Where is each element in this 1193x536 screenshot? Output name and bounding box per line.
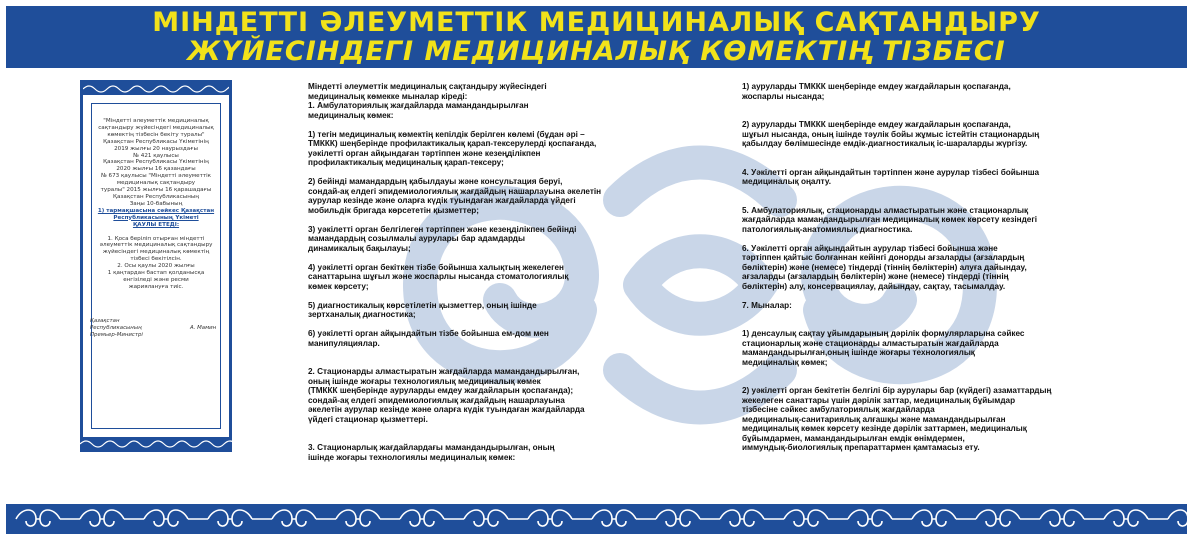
content-line: бұйымдармен, мамандандырылған емдік өнімдермен, <box>742 433 965 443</box>
decree-band-top <box>83 83 229 95</box>
content-line: 2. Стационарды алмастыратын жағдайларда мамандандырылған, <box>308 367 580 376</box>
content-line <box>742 101 1090 111</box>
content-line: ішінде жоғары технологиялы медициналық көмек: <box>308 452 516 462</box>
content-line <box>742 158 1090 168</box>
content-line: шұғыл нысанда, оның ішінде тәулік бойы жұмыс істейтін стационардың <box>742 129 1040 139</box>
content-line <box>742 149 1090 159</box>
content-line <box>308 120 658 130</box>
decree-line: 2020 жылғы 16 қазандағы <box>116 166 196 173</box>
content-line: жағдайларда мамандандырылған медициналық көмек көрсету кезіндегі <box>742 215 1038 224</box>
content-line: 2) уәкілетті орган бекітетін белгілі бір аурулары бар (күйдегі) азаматтардың <box>742 386 1052 395</box>
content-line: санаттарына шұғыл және жоспарлы нысанда стоматологиялық <box>308 272 569 281</box>
decree-line: жариялануға тиіс. <box>128 283 184 290</box>
decree-line: 1. Қоса беріліп отырған міндетті <box>107 235 205 242</box>
content-line <box>308 168 658 178</box>
content-line <box>742 291 1090 301</box>
content-line: үйдегі стационар қызметтері. <box>308 414 428 424</box>
content-line: 6) уәкілетті орган айқындайтын тізбе бойынша ем-дом мен <box>308 329 549 338</box>
content-line: 3) уәкілетті орган белгілеген тәртіппен және кезеңділікпен бейінді <box>308 224 577 234</box>
content-line: қабылдау бөлімшесінде емдік-диагностикалық іс-шараларды жүргізу. <box>742 139 1028 148</box>
content-line: 4. Уәкілетті орган айқындайтын тәртіппен және аурулар тізбесі бойынша <box>742 167 1040 177</box>
content-line <box>742 187 1090 197</box>
content-line: 1) тегін медициналық көмектің кепілдік берілген көлемі (бұдан әрі – <box>308 129 585 139</box>
content-line <box>742 310 1090 320</box>
decree-line: тізбесі бекітілсін. <box>130 256 182 263</box>
content-line: 3. Стационарлық жағдайлардағы мамандандырылған, оның <box>308 443 555 452</box>
content-line: 1. Амбулаториялық жағдайларда мамандандырылған <box>308 101 529 110</box>
decree-line: әлеуметтік медициналық сақтандыру <box>99 242 213 249</box>
content-line <box>308 348 658 358</box>
content-line: бөліктерін) және (немесе) тіндерді (тіннің бөліктерін) алуға дайындау, <box>742 262 1027 272</box>
content-line <box>742 367 1090 377</box>
content-line: 2) бейінді мамандардың қабылдауы және консультация беруі, <box>308 177 563 186</box>
content-line: сондай-ақ елдегі эпидемиологиялық жағдайдың нашарлауына <box>308 395 565 405</box>
content-line: динамикалық бақылауы; <box>308 243 411 253</box>
decree-line: көмектің тізбесін бекіту туралы" <box>107 131 205 138</box>
content-line: мамандардың созылмалы аурулары бар адамдарды <box>308 234 525 243</box>
content-line: медициналық көмек; <box>742 357 828 367</box>
signature-role: Қазақстан <box>90 318 120 324</box>
content-line: 7. Мыналар: <box>742 300 792 310</box>
content-line: медициналық-санитариялық алғашқы және мамандандырылған <box>742 414 1006 424</box>
content-line <box>742 196 1090 206</box>
content-line: медициналық көмек: <box>308 110 394 120</box>
content-line: ТМККК) шеңберінде профилактикалық қарап-тексерулерді қоспағанда, <box>308 139 597 148</box>
content-line <box>308 358 658 368</box>
decree-line: Заңы 10-бабының <box>129 200 183 207</box>
decree-line: Қазақстан Республикасы Үкіметінің <box>103 159 209 166</box>
content-line: иммундық-биологиялық препараттармен қамтамасыз ету. <box>742 443 980 452</box>
decree-band-bottom <box>80 437 232 449</box>
content-line: жекелеген санаттары үшін дәрілік заттар, медициналық бұйымдар <box>742 395 1016 405</box>
signature-role: Премьер-Министрі <box>90 331 143 338</box>
content-line: мобильдік бригада көрсететін қызметтер; <box>308 205 480 215</box>
decree-link-line[interactable]: 1) тармақшасына сәйкес Қазақстан <box>97 207 215 214</box>
content-line: оның ішінде жоғары технологиялық медициналық көмек <box>308 376 541 386</box>
decree-line: туралы" 2015 жылғы 16 қарашадағы <box>100 187 212 194</box>
content-line: бөліктерін) алу, консервациялау, дайындау, сақтау, тасымалдау. <box>742 281 1006 291</box>
content-line: профилактикалық медициналық қарап-тексеру; <box>308 158 504 167</box>
header-banner <box>6 6 1187 68</box>
content-line: 2) ауруларды ТМККК шеңберінде емдеу жағдайларын қоспағанда, <box>742 120 1011 129</box>
page-title-line-2: ЖҮЙЕСІНДЕГІ МЕДИЦИНАЛЫҚ КӨМЕКТІҢ ТІЗБЕСІ <box>187 36 1006 67</box>
content-line: стационарлық және стационарды алмастыратын жағдайларда <box>742 338 999 348</box>
content-line: (ТМККК шеңберінде ауруларды емдеу жағдайларын қоспағанда); <box>308 386 574 395</box>
decree-line: Қазақстан Республикасы Үкіметінің <box>103 138 209 145</box>
content-column-1 <box>308 82 658 462</box>
content-line: манипуляциялар. <box>308 338 380 348</box>
decree-line: 2. Осы қаулы 2020 жылғы <box>117 263 195 270</box>
content-line: 6. Уәкілетті орган айқындайтын аурулар тізбесі бойынша және <box>742 243 998 253</box>
content-line: 4) уәкілетті орган бекіткен тізбе бойынша халықтың жекелеген <box>308 262 564 272</box>
content-line <box>308 215 658 225</box>
content-line: уәкілетті орган айқындаған тәртіппен және кезеңділікпен <box>308 148 541 158</box>
decree-link-line[interactable]: ҚАУЛЫ ЕТЕДІ: <box>132 221 180 228</box>
decree-line: № 421 қаулысы <box>133 152 179 159</box>
content-line <box>742 111 1090 121</box>
content-line <box>308 320 658 330</box>
footer-ornament-icon <box>6 504 1187 534</box>
signature-name: А. Мамин <box>190 325 217 331</box>
content-line: медициналық оңалту. <box>742 177 831 186</box>
content-line: әкелетін аурулар кезінде және оларға күдік туындаған жағдайларда <box>308 405 585 414</box>
content-line <box>308 424 658 434</box>
content-line: жоспарлы нысанда; <box>742 91 825 101</box>
content-line: тізбесіне сәйкес амбулаториялық жағдайларда <box>742 405 935 414</box>
content-line: патологиялық-анатомиялық диагностика. <box>742 224 913 234</box>
content-line <box>308 291 658 301</box>
decree-text <box>92 118 220 291</box>
content-line <box>308 434 658 444</box>
decree-line: № 673 қаулысы "Міндетті әлеуметтік <box>100 173 212 180</box>
decree-line: "Міндетті әлеуметтік медициналық <box>103 118 209 124</box>
content-line: сондай-ақ елдегі эпидемиологиялық жағдайдың нашарлауына әкелетін <box>308 186 602 196</box>
signature-block <box>90 318 230 338</box>
content-line: медициналық көмекке мыналар кіреді: <box>308 91 468 101</box>
content-line: мамандандырылған,оның ішінде жоғары технологиялық <box>742 348 975 357</box>
content-line <box>742 377 1090 387</box>
decree-line: жүйесіндегі медициналық көмектің <box>102 249 210 256</box>
content-line: 5) диагностикалық көрсетілетін қызметтер, оның ішінде <box>308 300 537 310</box>
decree-line: Қазақстан Республикасының <box>113 193 199 200</box>
content-column-2 <box>742 82 1090 453</box>
content-line: көмек көрсету; <box>308 281 369 291</box>
content-line: медициналық көмек көрсету кезінде дәрілік заттармен, медициналық <box>742 424 1027 433</box>
decree-line: 1 қаңтардан бастап қолданысқа <box>107 270 205 277</box>
signature-role: Республикасының <box>90 324 142 331</box>
content-line <box>308 253 658 263</box>
content-line: 1) денсаулық сақтау ұйымдарының дәрілік формулярларына сәйкес <box>742 329 1025 338</box>
decree-line: сақтандыру жүйесіндегі медициналық <box>98 124 214 131</box>
content-line: 5. Амбулаториялық, стационарды алмастыратын және стационарлық <box>742 205 1029 215</box>
content-line: ағзаларды (ағзалардың бөліктерін) және (немесе) тіндерді (тіннің <box>742 272 1009 281</box>
decree-line: 2019 жылғы 20 наурыздағы <box>114 145 198 152</box>
content-line: Міндетті әлеуметтік медициналық сақтандыру жүйесіндегі <box>308 82 547 91</box>
decree-line: медициналық сақтандыру <box>116 180 196 187</box>
content-line: тәртіппен қайтыс болғаннан кейінгі донорды ағзаларды (ағзалардың <box>742 253 1025 262</box>
footer-ornament-band <box>6 504 1187 534</box>
decree-link-line[interactable]: Республикасының Үкіметі <box>113 214 199 221</box>
decree-line: енгізіледі және ресми <box>123 276 189 283</box>
page-title-line-1: МІНДЕТТІ ӘЛЕУМЕТТІК МЕДИЦИНАЛЫҚ САҚТАНДЫРУ <box>152 7 1041 38</box>
content-line <box>742 234 1090 244</box>
content-line: 1) ауруларды ТМККК шеңберінде емдеу жағдайларын қоспағанда, <box>742 82 1011 91</box>
content-line <box>742 320 1090 330</box>
content-line: зертханалық диагностика; <box>308 310 416 319</box>
content-line: аурулар кезінде және оларға күдік туындаған жағдайларда үйдегі <box>308 196 576 205</box>
